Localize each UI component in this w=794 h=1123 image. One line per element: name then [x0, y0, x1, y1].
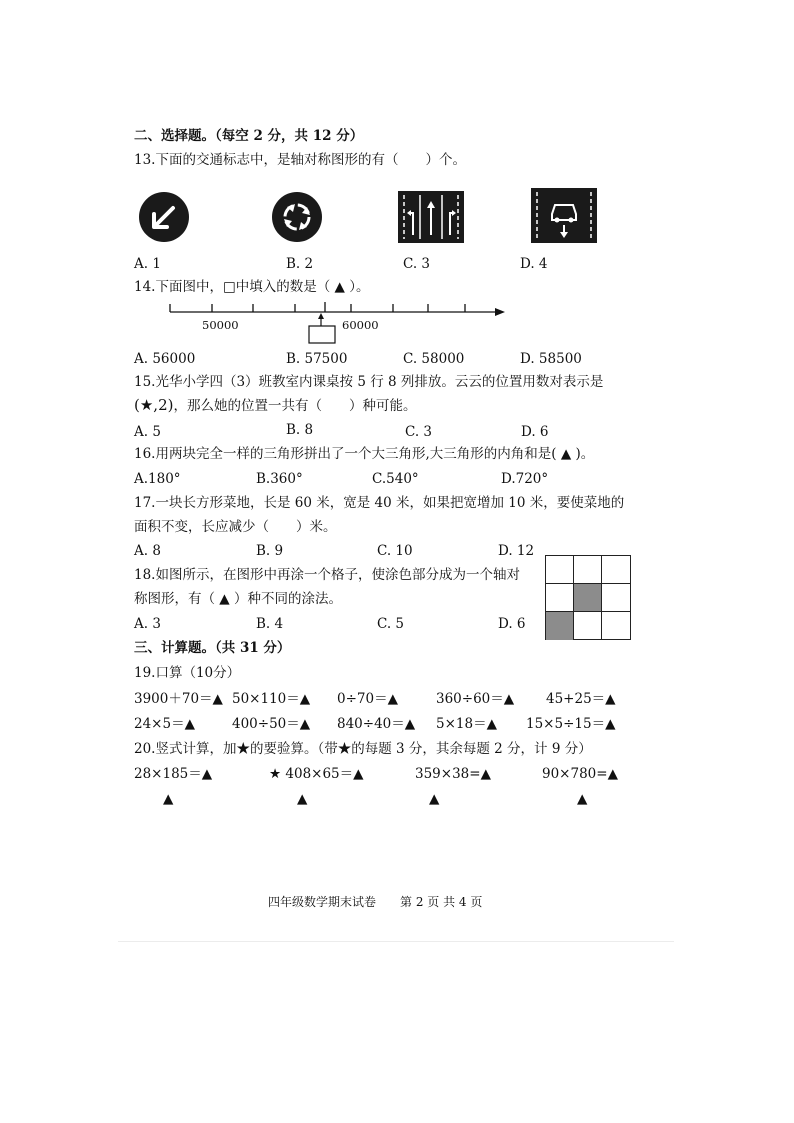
q17-stem-line2: 面积不变，长应减少（ ）米。: [134, 519, 337, 535]
q18-stem-line1: 18.如图所示，在图形中再涂一个格子，使涂色部分成为一个轴对: [134, 567, 520, 583]
q19-r1-3: 0÷70＝▲: [337, 691, 398, 707]
grid-cell-shaded: [546, 612, 574, 640]
q20-item-3: 359×38=▲: [415, 766, 491, 782]
q20-item-4: 90×780=▲: [542, 766, 618, 782]
q18-option-c: C. 5: [377, 616, 405, 632]
q14-option-c: C. 58000: [403, 351, 465, 367]
q16-stem: 16.用两块完全一样的三角形拼出了一个大三角形,大三角形的内角和是( ▲ )。: [134, 446, 595, 462]
q19-r2-5: 15×5÷15＝▲: [526, 716, 616, 732]
q17-option-d: D. 12: [498, 543, 535, 559]
q15-stem-line2: [134, 396, 416, 415]
footer-exam-name: 四年级数学期末试卷: [268, 895, 377, 909]
q13-option-d: D. 4: [520, 256, 548, 272]
grid-cell: [602, 556, 630, 584]
q14-tick-label-50000: 50000: [202, 318, 239, 332]
q19-title: 19.口算（10分）: [134, 665, 241, 681]
arrow-down-left-sign-icon: [137, 190, 191, 244]
q13-option-c: C. 3: [403, 256, 431, 272]
q19-r1-1: 3900＋70＝▲: [134, 691, 223, 707]
q20-item-2: ★ 408×65＝▲: [269, 766, 364, 782]
q19-r1-2: 50×110＝▲: [232, 691, 311, 707]
section-heading-choice: 二、选择题。（每空 2 分，共 12 分）: [134, 128, 364, 144]
q18-stem-line2: 称图形，有（ ▲ ）种不同的涂法。: [134, 591, 342, 607]
lane-direction-sign-icon: [398, 191, 464, 243]
grid-cell: [574, 612, 602, 640]
grid-cell: [546, 584, 574, 612]
grid-cell: [546, 556, 574, 584]
q15-stem-line1: 15.光华小学四（3）班教室内课桌按 5 行 8 列排放。云云的位置用数对表示是: [134, 374, 604, 390]
q17-option-b: B. 9: [256, 543, 284, 559]
q14-option-a: A. 56000: [134, 351, 196, 367]
q19-r2-3: 840÷40＝▲: [337, 716, 416, 732]
grid-cell: [602, 584, 630, 612]
q18-option-b: B. 4: [256, 616, 284, 632]
q19-r2-2: 400÷50＝▲: [232, 716, 311, 732]
q14-stem: 14.下面图中，□中填入的数是（ ▲ ）。: [134, 279, 370, 295]
q20-item-1: 28×185＝▲: [134, 766, 213, 782]
roundabout-sign-icon: [270, 190, 324, 244]
q13-option-a: A. 1: [134, 256, 161, 272]
q19-r1-4: 360÷60＝▲: [436, 691, 515, 707]
q20-answer-mark-1: ▲: [163, 791, 174, 807]
q19-r1-5: 45+25＝▲: [546, 691, 616, 707]
grid-cell-shaded: [574, 584, 602, 612]
q15-option-d: D. 6: [521, 424, 549, 440]
q17-stem-line1: 17.一块长方形菜地，长是 60 米，宽是 40 米，如果把宽增加 10 米，要使菜地的: [134, 495, 625, 511]
grid-cell: [602, 612, 630, 640]
q15-option-a: A. 5: [134, 424, 161, 440]
page-divider: [118, 941, 674, 942]
q18-grid-figure: [545, 555, 631, 640]
q17-option-a: A. 8: [134, 543, 161, 559]
q17-option-c: C. 10: [377, 543, 413, 559]
q16-option-a: A.180°: [134, 471, 181, 487]
q18-option-a: A. 3: [134, 616, 161, 632]
section-heading-calculation: 三、计算题。（共 31 分）: [134, 640, 291, 656]
q16-option-b: B.360°: [256, 471, 303, 487]
q20-answer-mark-4: ▲: [577, 791, 588, 807]
q14-option-d: D. 58500: [520, 351, 582, 367]
q15-option-c: C. 3: [405, 424, 433, 440]
q19-r2-4: 5×18＝▲: [436, 716, 497, 732]
q15-option-b: B. 8: [286, 422, 314, 438]
q14-option-b: B. 57500: [286, 351, 348, 367]
vehicle-lane-sign-icon: [531, 188, 597, 243]
q20-title: 20.竖式计算，加★的要验算。（带★的每题 3 分，其余每题 2 分，计 9 分）: [134, 741, 592, 757]
q15-stem-line2-rest: ，那么她的位置一共有（ ）种可能。: [173, 398, 417, 414]
q14-tick-label-60000: 60000: [342, 318, 379, 332]
grid-cell: [574, 556, 602, 584]
q20-answer-mark-3: ▲: [429, 791, 440, 807]
q13-option-b: B. 2: [286, 256, 314, 272]
q16-option-c: C.540°: [372, 471, 419, 487]
q13-stem: 13.下面的交通标志中，是轴对称图形的有（ ）个。: [134, 152, 466, 168]
q16-option-d: D.720°: [501, 471, 549, 487]
q19-r2-1: 24×5＝▲: [134, 716, 195, 732]
q15-coordinate-pair: (★,2): [134, 396, 174, 414]
footer-page-number: 第 2 页 共 4 页: [400, 895, 483, 909]
q20-answer-mark-2: ▲: [297, 791, 308, 807]
q18-option-d: D. 6: [498, 616, 526, 632]
